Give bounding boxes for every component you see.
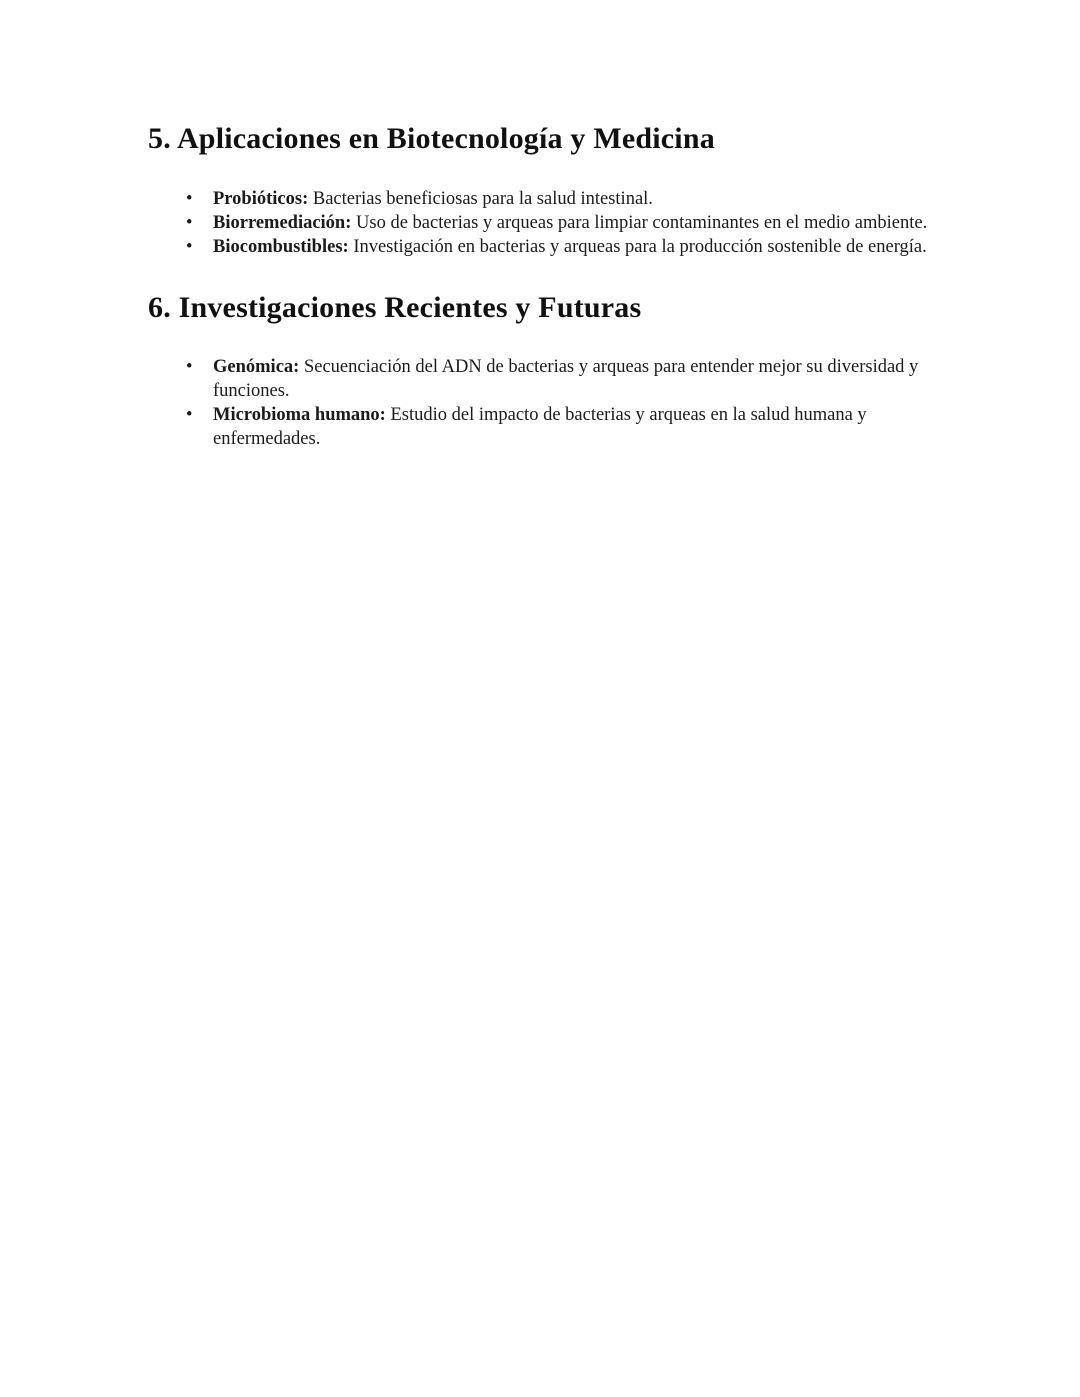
- section-investigaciones: [148, 291, 930, 452]
- section-biotecnologia-medicina: [148, 122, 930, 259]
- item-text: Uso de bacterias y arqueas para limpiar contaminantes en el medio ambiente.: [356, 212, 928, 233]
- item-term: Microbioma humano:: [213, 405, 386, 425]
- item-term: Probióticos:: [213, 188, 309, 209]
- list-item: [186, 235, 930, 259]
- bullet-marker-icon: •: [186, 212, 193, 233]
- list-item: [186, 187, 930, 211]
- list-item: [186, 355, 930, 403]
- item-text: Bacterias beneficiosas para la salud intestinal.: [312, 188, 653, 209]
- bullet-marker-icon: •: [186, 357, 193, 377]
- bullet-marker-icon: •: [186, 236, 193, 257]
- item-text: Secuenciación del ADN de bacterias y arqueas para entender mejor su diversidad y funciones.: [213, 357, 919, 401]
- list-item: [186, 211, 930, 235]
- item-term: Biocombustibles:: [213, 236, 349, 257]
- bullet-list: [148, 355, 930, 451]
- item-term: Genómica:: [213, 357, 300, 377]
- bullet-list: [148, 187, 930, 259]
- item-term: Biorremediación:: [213, 212, 352, 233]
- item-text: Estudio del impacto de bacterias y arqueas en la salud humana y enfermedades.: [213, 405, 867, 449]
- section-heading: 5. Aplicaciones en Biotecnología y Medicina: [148, 122, 715, 155]
- section-heading: 6. Investigaciones Recientes y Futuras: [148, 290, 642, 324]
- list-item: [186, 403, 930, 451]
- item-text: Investigación en bacterias y arqueas para la producción sostenible de energía.: [353, 236, 927, 257]
- bullet-marker-icon: •: [186, 405, 193, 425]
- bullet-marker-icon: •: [186, 188, 193, 209]
